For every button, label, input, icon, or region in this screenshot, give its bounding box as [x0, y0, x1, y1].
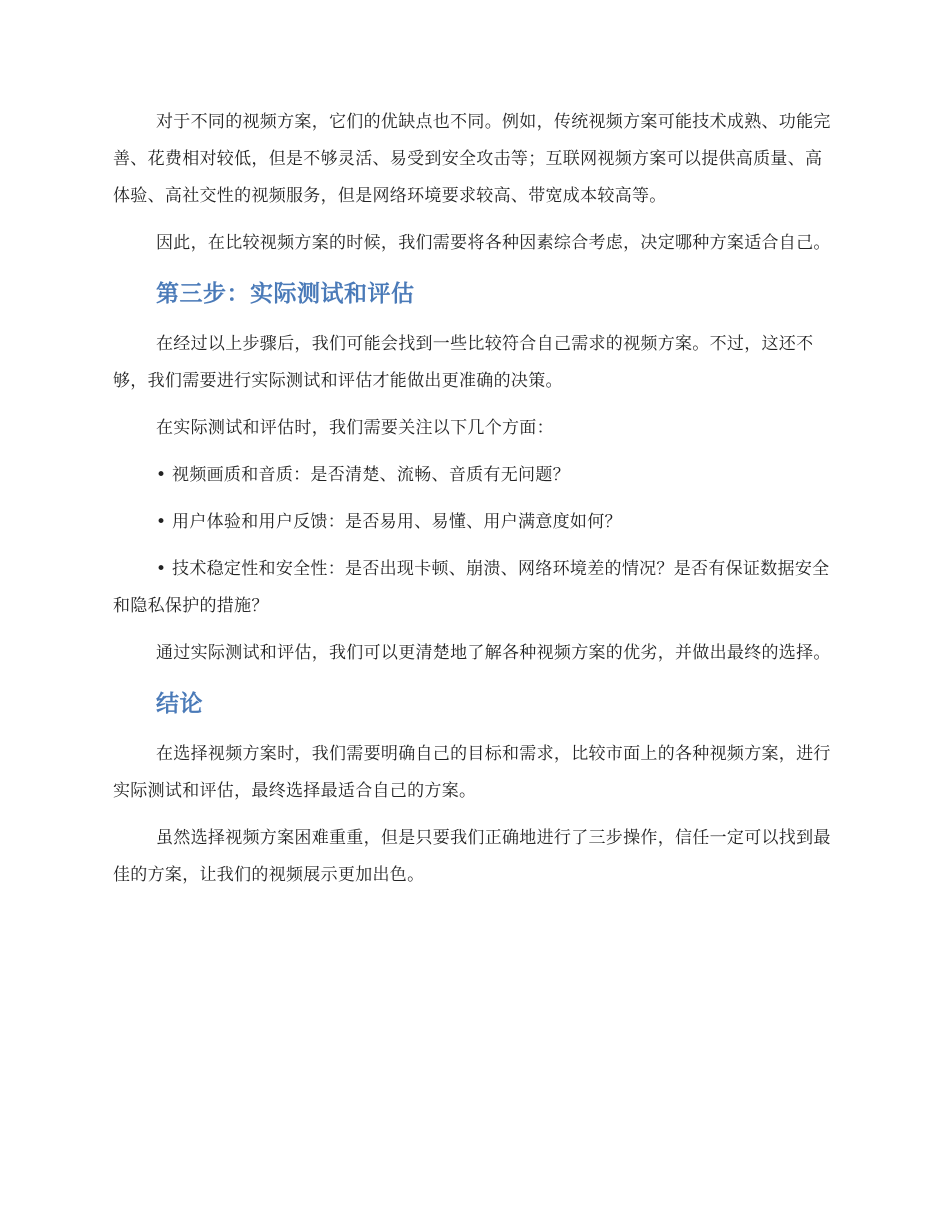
heading-conclusion: 结论: [156, 691, 203, 717]
paragraph-testing-outro: 通过实际测试和评估，我们可以更清楚地了解各种视频方案的优劣，并做出最终的选择。: [156, 643, 831, 663]
heading-step-three: 第三步：实际测试和评估: [156, 281, 415, 307]
paragraph-conclusion-summary: 在选择视频方案时，我们需要明确自己的目标和需求，比较市面上的各种视频方案，进行实际测试和评估，最终选择最适合自己的方案。: [113, 744, 831, 801]
bullet-stability-security: • 技术稳定性和安全性：是否出现卡顿、崩溃、网络环境差的情况？是否有保证数据安全和隐私保护的措施？: [113, 559, 830, 616]
paragraph-focus-aspects: 在实际测试和评估时，我们需要关注以下几个方面：: [156, 418, 554, 438]
bullet-user-experience: • 用户体验和用户反馈：是否易用、易懂、用户满意度如何？: [156, 512, 622, 532]
paragraph-comprehensive-consideration: 因此，在比较视频方案的时候，我们需要将各种因素综合考虑，决定哪种方案适合自己。: [156, 233, 831, 253]
paragraph-testing-intro: 在经过以上步骤后，我们可能会找到一些比较符合自己需求的视频方案。不过，这还不够，我们需要进行实际测试和评估才能做出更准确的决策。: [113, 334, 814, 391]
paragraph-pros-cons: 对于不同的视频方案，它们的优缺点也不同。例如，传统视频方案可能技术成熟、功能完善、花费相对较低，但是不够灵活、易受到安全攻击等；互联网视频方案可以提供高质量、高体验、高社交性的视频服务，但是网络环境要求较高、带宽成本较高等。: [113, 112, 831, 206]
bullet-quality: • 视频画质和音质：是否清楚、流畅、音质有无问题？: [156, 465, 570, 485]
document-page: [113, 104, 838, 904]
paragraph-conclusion-final: 虽然选择视频方案困难重重，但是只要我们正确地进行了三步操作，信任一定可以找到最佳的方案，让我们的视频展示更加出色。: [113, 828, 831, 885]
